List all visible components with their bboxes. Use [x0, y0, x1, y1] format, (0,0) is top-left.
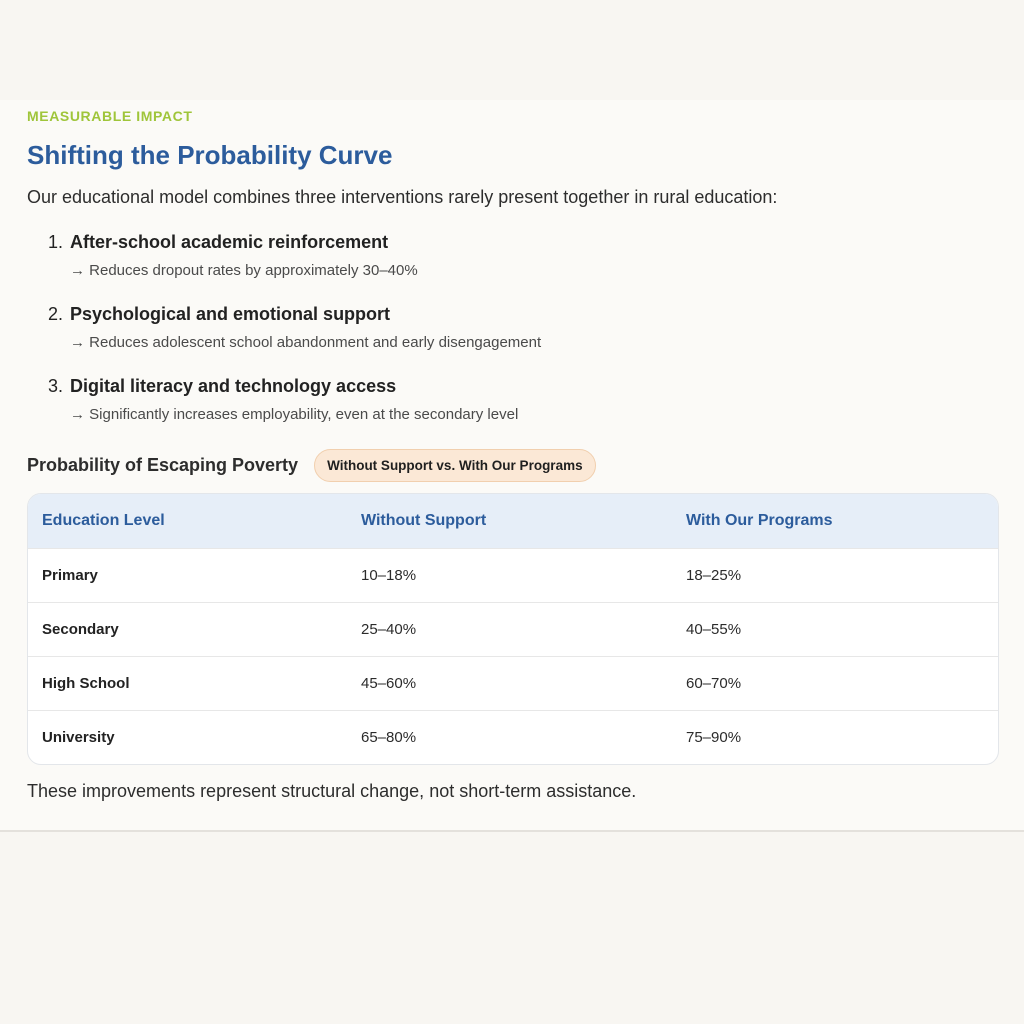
- cell-education-level: Secondary: [28, 603, 347, 657]
- table-header-row: [28, 494, 998, 549]
- cell-with-programs: 40–55%: [672, 603, 998, 657]
- list-item: [48, 302, 948, 374]
- list-item-number: 1.: [48, 232, 64, 252]
- cell-with-programs: 75–90%: [672, 711, 998, 765]
- list-item-title-row: [48, 302, 948, 326]
- column-header-without-support: Without Support: [347, 494, 672, 549]
- cell-education-level: Primary: [28, 549, 347, 603]
- list-item-title: Digital literacy and technology access: [70, 376, 397, 396]
- section-title: Shifting the Probability Curve: [27, 140, 393, 170]
- list-item-number: 3.: [48, 376, 64, 396]
- probability-heading: Probability of Escaping Poverty: [27, 454, 299, 475]
- list-item: [48, 230, 948, 302]
- list-item-title: After-school academic reinforcement: [70, 232, 389, 252]
- column-header-with-programs: With Our Programs: [672, 494, 998, 549]
- list-item-title-row: [48, 230, 948, 254]
- intro-text: Our educational model combines three interventions rarely present together in rural education:: [27, 187, 778, 207]
- table-row: [28, 657, 998, 711]
- cell-education-level: University: [28, 711, 347, 765]
- probability-table: [27, 493, 999, 765]
- section-eyebrow: MEASURABLE IMPACT: [27, 108, 193, 124]
- list-item-description: → Reduces adolescent school abandonment and early disengagement: [70, 334, 542, 351]
- table-row: [28, 603, 998, 657]
- probability-heading-row: [27, 447, 596, 483]
- comparison-badge: Without Support vs. With Our Programs: [314, 449, 596, 482]
- probability-table-grid: [28, 494, 998, 764]
- list-item: [48, 374, 948, 446]
- cell-without-support: 45–60%: [347, 657, 672, 711]
- interventions-list: [48, 230, 948, 446]
- closing-statement: These improvements represent structural change, not short-term assistance.: [27, 781, 637, 801]
- cell-without-support: 10–18%: [347, 549, 672, 603]
- list-item-title: Psychological and emotional support: [70, 304, 391, 324]
- cell-education-level: High School: [28, 657, 347, 711]
- cell-without-support: 65–80%: [347, 711, 672, 765]
- table-row: [28, 549, 998, 603]
- cell-with-programs: 18–25%: [672, 549, 998, 603]
- list-item-description: → Significantly increases employability, even at the secondary level: [70, 406, 519, 423]
- list-item-description: → Reduces dropout rates by approximately 30–40%: [70, 262, 418, 279]
- list-item-title-row: [48, 374, 948, 398]
- cell-without-support: 25–40%: [347, 603, 672, 657]
- cell-with-programs: 60–70%: [672, 657, 998, 711]
- column-header-education-level: Education Level: [28, 494, 347, 549]
- list-item-number: 2.: [48, 304, 64, 324]
- table-row: [28, 711, 998, 765]
